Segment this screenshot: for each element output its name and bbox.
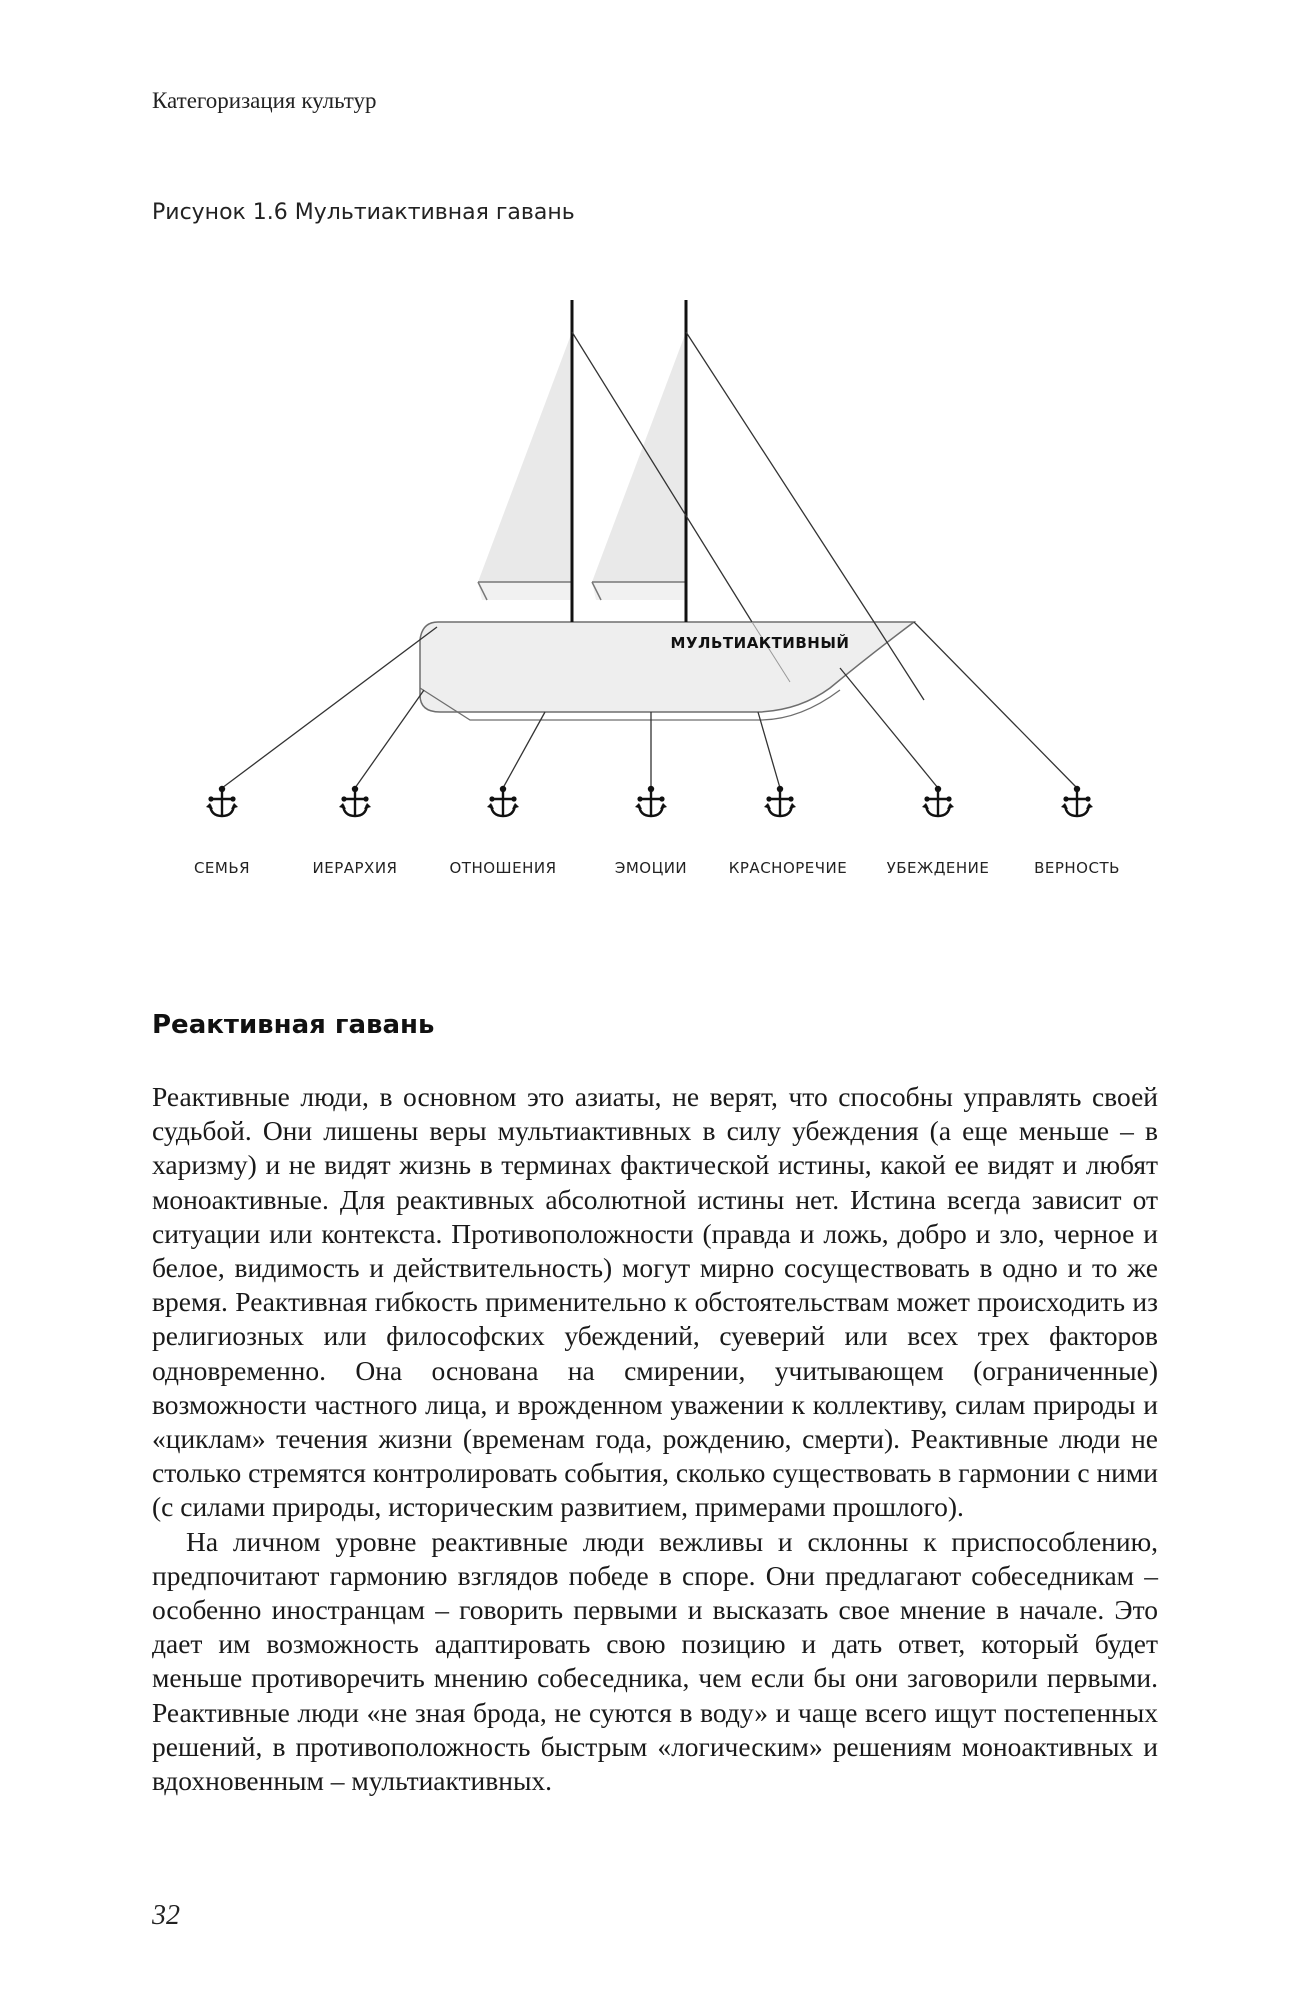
anchor-label: КРАСНОРЕЧИЕ <box>728 859 848 877</box>
anchor-label: УБЕЖДЕНИЕ <box>886 859 990 877</box>
paragraph: На личном уровне реактивные люди вежливы и склонны к приспособлению, предпочитают гармонию взглядов победе в споре. Они предлагают собеседникам – особенно иностранцам – говорить первыми и высказать свое мнение в начале. Это дает им возможность адаптировать свою позицию и дать ответ, который будет меньше противоречить мнению собеседника, чем если бы они заговорили первыми. Реактивные люди «не зная брода, не суются в воду» и чаще всего ищут постепенных решений, в противоположность быстрым «логическим» решениям моноактивных и вдохновенным – мультиактивных. <box>152 1525 1158 1797</box>
figure-caption: Рисунок 1.6 Мультиактивная гавань <box>152 200 575 225</box>
body-text <box>152 1080 1158 1798</box>
anchor-icon <box>487 786 519 816</box>
anchor-icon <box>339 786 371 816</box>
ship-diagram <box>0 0 1297 900</box>
anchor-icon <box>764 786 796 816</box>
section-heading: Реактивная гавань <box>152 1010 435 1040</box>
page-number: 32 <box>152 1900 180 1931</box>
anchor-label: ОТНОШЕНИЯ <box>449 859 557 877</box>
anchor-label: СЕМЬЯ <box>193 859 251 877</box>
anchor-label: ЭМОЦИИ <box>614 859 688 877</box>
anchor-icon <box>922 786 954 816</box>
anchor-icon <box>206 786 238 816</box>
anchor-label: ВЕРНОСТЬ <box>1034 859 1120 877</box>
anchor-label: ИЕРАРХИЯ <box>312 859 398 877</box>
anchor-icon <box>1061 786 1093 816</box>
running-head: Категоризация культур <box>152 88 377 113</box>
paragraph: Реактивные люди, в основном это азиаты, не верят, что способны управлять своей судьбой. Они лишены веры мультиактивных в силу убеждения (а еще меньше – в харизму) и не видят жизнь в терминах фактической истины, какой ее видят и любят моноактивные. Для реактивных абсолютной истины нет. Истина всегда зависит от ситуации или контекста. Противоположности (правда и ложь, добро и зло, черное и белое, видимость и действительность) могут мирно сосуществовать в одно и то же время. Реактивная гибкость применительно к обстоятельствам может происходить из религиозных или философских убеждений, суеверий или всех трех факторов одновременно. Она основана на смирении, учитывающем (ограниченные) возможности частного лица, и врожденном уважении к коллективу, силам природы и «циклам» течения жизни (временам года, рождению, смерти). Реактивные люди не столько стремятся контролировать события, сколько существовать в гармонии с ними (с силами природы, историческим развитием, примерами прошлого). <box>152 1081 1158 1523</box>
sail-right <box>592 332 686 582</box>
hull-label: МУЛЬТИАКТИВНЫЙ <box>670 634 850 652</box>
anchor-icon <box>635 786 667 816</box>
sail-left <box>478 332 572 582</box>
